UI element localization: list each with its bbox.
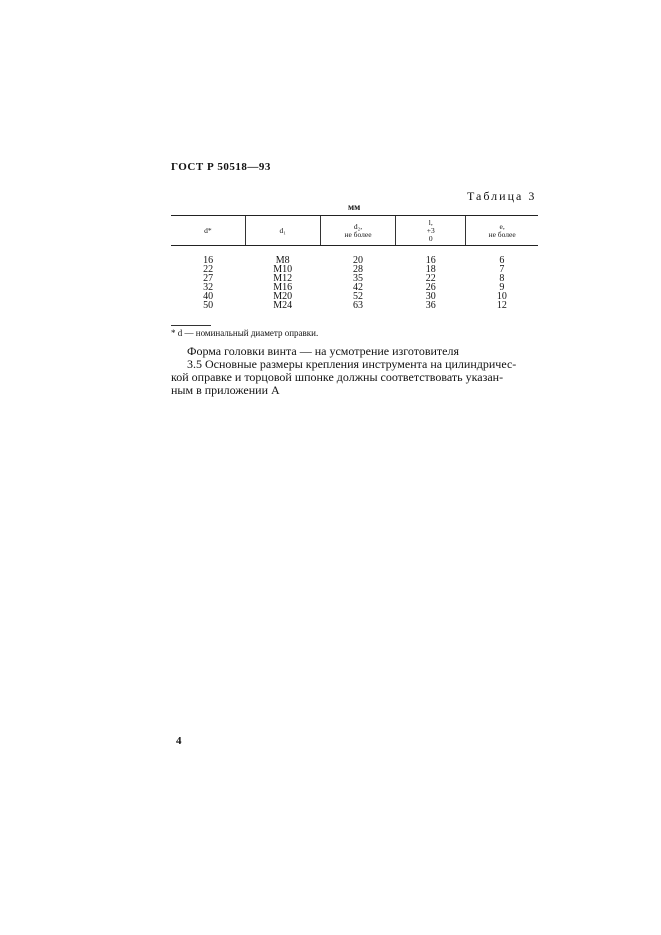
column-symbol: d₂, [353,221,363,231]
column-tolerance-lower: 0 [428,233,433,243]
table-cell: 32 [203,282,214,293]
column-header-l [396,216,466,246]
table-row [171,301,538,310]
table-cell: 27 [203,273,214,284]
table-cell: 40 [203,291,214,302]
footnote: * d — номинальный диаметр оправки. [171,328,319,338]
table-cell: 16 [425,255,436,266]
column-header-d [171,216,245,246]
paragraph-3-5-line-2: кой оправке и торцовой шпонке должны соответствовать указан- [171,370,504,384]
table-cell: 63 [352,300,363,311]
column-symbol: d* [204,225,212,235]
table-cell: 35 [352,273,363,284]
table-cell: М12 [273,273,293,284]
page-number: 4 [176,735,182,747]
table-cell: 52 [352,291,363,302]
table-header-row [171,216,538,246]
table-caption: Таблица 3 [467,189,537,203]
column-note: не более [488,229,516,239]
column-symbol: e, [499,221,505,231]
column-header-e [466,216,538,246]
column-header-d2 [320,216,395,246]
table-cell: М10 [273,264,293,275]
table-cell: 6 [499,255,505,266]
table-cell: 26 [425,282,436,293]
table-cell: 30 [425,291,436,302]
standard-header: ГОСТ Р 50518—93 [171,161,271,173]
table-cell: 7 [499,264,505,275]
paragraph-head-shape: Форма головки винта — на усмотрение изготовителя [187,344,460,358]
column-symbol: l, [428,217,433,227]
table-cell: 9 [499,282,505,293]
table-cell: 20 [352,255,363,266]
table-cell: М20 [273,291,293,302]
column-symbol: d₁ [279,225,286,235]
dimensions-table [171,215,538,310]
table-cell: 18 [425,264,436,275]
table-cell: 36 [425,300,436,311]
column-note: не более [344,229,372,239]
table-cell: 16 [203,255,214,266]
paragraph-3-5-line-1: 3.5 Основные размеры крепления инструмента на цилиндричес- [187,357,517,371]
table-cell: 28 [352,264,363,275]
table-cell: М16 [273,282,293,293]
table-cell: М24 [273,300,293,311]
column-header-d1 [245,216,320,246]
column-tolerance-upper: +3 [426,225,435,235]
table-row [171,246,538,266]
table-cell: 12 [496,300,507,311]
table-cell: 8 [499,273,505,284]
unit-label: мм [348,202,361,212]
table-cell: 10 [496,291,507,302]
table-cell: 22 [203,264,214,275]
table-cell: 22 [425,273,436,284]
table-cell: 42 [352,282,363,293]
footnote-rule [171,325,211,326]
paragraph-3-5-line-3: ным в приложении А [171,383,280,397]
table-cell: 50 [203,300,214,311]
table-body [171,246,538,311]
table-cell: М8 [275,255,290,266]
